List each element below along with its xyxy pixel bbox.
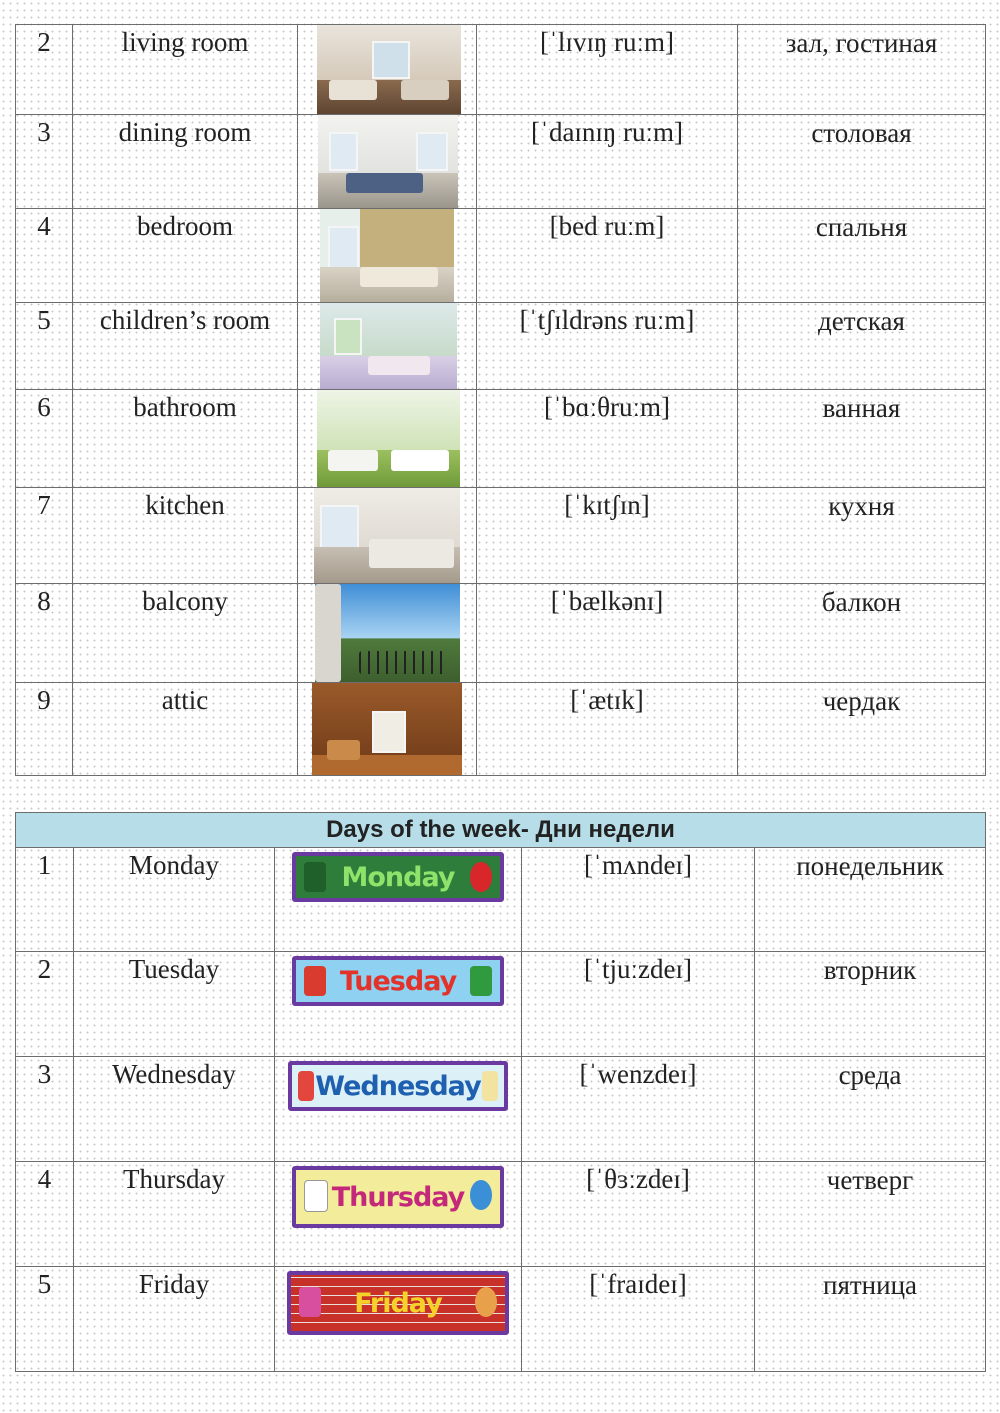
row-number: 1 <box>16 848 74 952</box>
russian-translation: спальня <box>738 209 986 303</box>
table-row <box>16 115 986 209</box>
picture-cell <box>298 115 477 209</box>
table-row <box>16 584 986 683</box>
english-word: Monday <box>74 848 275 952</box>
russian-translation: вторник <box>755 952 986 1057</box>
banner-label: Tuesday <box>339 965 457 997</box>
palette-icon <box>475 1287 497 1317</box>
picture-cell <box>275 848 522 952</box>
english-word: children’s room <box>73 303 298 390</box>
picture-cell <box>275 1267 522 1372</box>
english-word: Tuesday <box>74 952 275 1057</box>
attic-photo <box>312 683 462 775</box>
row-number: 8 <box>16 584 73 683</box>
transcription: [ˈwenzdeɪ] <box>522 1057 755 1162</box>
picture-cell <box>275 1162 522 1267</box>
picture-cell <box>298 209 477 303</box>
paint-tube-icon <box>304 966 326 996</box>
transcription: [ˈlɪvɪŋ ruːm] <box>477 25 738 115</box>
transcription: [ˈtʃɪldrəns ruːm] <box>477 303 738 390</box>
english-word: dining room <box>73 115 298 209</box>
table-row <box>16 952 986 1057</box>
living-room-photo <box>317 25 461 114</box>
picture-cell <box>298 488 477 584</box>
dining-room-photo <box>318 115 458 208</box>
russian-translation: балкон <box>738 584 986 683</box>
row-number: 5 <box>16 303 73 390</box>
transcription: [ˈdaɪnɪŋ ruːm] <box>477 115 738 209</box>
balcony-photo <box>315 584 460 682</box>
friday-banner <box>287 1271 509 1335</box>
english-word: Thursday <box>74 1162 275 1267</box>
banner-label: Monday <box>341 861 455 893</box>
picture-cell <box>298 584 477 683</box>
english-word: bathroom <box>73 390 298 488</box>
crayon-icon <box>470 966 492 996</box>
wednesday-banner <box>288 1061 508 1111</box>
rooms-table <box>15 24 986 776</box>
table-row <box>16 488 986 584</box>
globe-icon <box>470 1180 492 1210</box>
transcription: [ˈbælkənɪ] <box>477 584 738 683</box>
bathroom-photo <box>317 390 460 487</box>
english-word: kitchen <box>73 488 298 584</box>
russian-translation: среда <box>755 1057 986 1162</box>
row-number: 5 <box>16 1267 74 1372</box>
english-word: Wednesday <box>74 1057 275 1162</box>
paper-icon <box>304 1180 328 1212</box>
picture-cell <box>298 683 477 776</box>
pencil-icon <box>298 1071 314 1101</box>
apple-icon <box>470 862 492 892</box>
section-title: Days of the week- Дни недели <box>16 813 986 848</box>
russian-translation: ванная <box>738 390 986 488</box>
table-row <box>16 209 986 303</box>
section-header-row <box>16 813 986 848</box>
russian-translation: столовая <box>738 115 986 209</box>
transcription: [ˈθɜːzdeɪ] <box>522 1162 755 1267</box>
english-word: balcony <box>73 584 298 683</box>
table-row <box>16 1162 986 1267</box>
table-row <box>16 1057 986 1162</box>
table-row <box>16 683 986 776</box>
paint-jar-icon <box>299 1287 321 1317</box>
row-number: 3 <box>16 115 73 209</box>
bedroom-photo <box>320 209 454 302</box>
table-row <box>16 390 986 488</box>
notebook-icon <box>482 1071 498 1101</box>
transcription: [ˈkɪtʃɪn] <box>477 488 738 584</box>
russian-translation: четверг <box>755 1162 986 1267</box>
row-number: 7 <box>16 488 73 584</box>
row-number: 2 <box>16 952 74 1057</box>
banner-label: Thursday <box>331 1181 465 1213</box>
thursday-banner <box>292 1166 504 1228</box>
picture-cell <box>298 25 477 115</box>
transcription: [ˈætɪk] <box>477 683 738 776</box>
transcription: [bed ruːm] <box>477 209 738 303</box>
english-word: living room <box>73 25 298 115</box>
table-row <box>16 848 986 952</box>
row-number: 6 <box>16 390 73 488</box>
table-row <box>16 1267 986 1372</box>
picture-cell <box>275 952 522 1057</box>
transcription: [ˈbɑːθruːm] <box>477 390 738 488</box>
kitchen-photo <box>314 488 460 583</box>
table-row <box>16 25 986 115</box>
russian-translation: кухня <box>738 488 986 584</box>
picture-cell <box>298 303 477 390</box>
transcription: [ˈfraɪdeɪ] <box>522 1267 755 1372</box>
chalkboard-icon <box>304 862 326 892</box>
row-number: 4 <box>16 209 73 303</box>
russian-translation: пятница <box>755 1267 986 1372</box>
picture-cell <box>298 390 477 488</box>
english-word: attic <box>73 683 298 776</box>
picture-cell <box>275 1057 522 1162</box>
childrens-room-photo <box>320 303 457 389</box>
tuesday-banner <box>292 956 504 1006</box>
days-table <box>15 812 986 1372</box>
row-number: 4 <box>16 1162 74 1267</box>
russian-translation: понедельник <box>755 848 986 952</box>
monday-banner <box>292 852 504 902</box>
russian-translation: детская <box>738 303 986 390</box>
russian-translation: чердак <box>738 683 986 776</box>
english-word: Friday <box>74 1267 275 1372</box>
table-row <box>16 303 986 390</box>
transcription: [ˈmʌndeɪ] <box>522 848 755 952</box>
row-number: 3 <box>16 1057 74 1162</box>
banner-label: Wednesday <box>315 1070 481 1102</box>
english-word: bedroom <box>73 209 298 303</box>
transcription: [ˈtjuːzdeɪ] <box>522 952 755 1057</box>
banner-label: Friday <box>354 1287 442 1319</box>
row-number: 2 <box>16 25 73 115</box>
russian-translation: зал, гостиная <box>738 25 986 115</box>
row-number: 9 <box>16 683 73 776</box>
